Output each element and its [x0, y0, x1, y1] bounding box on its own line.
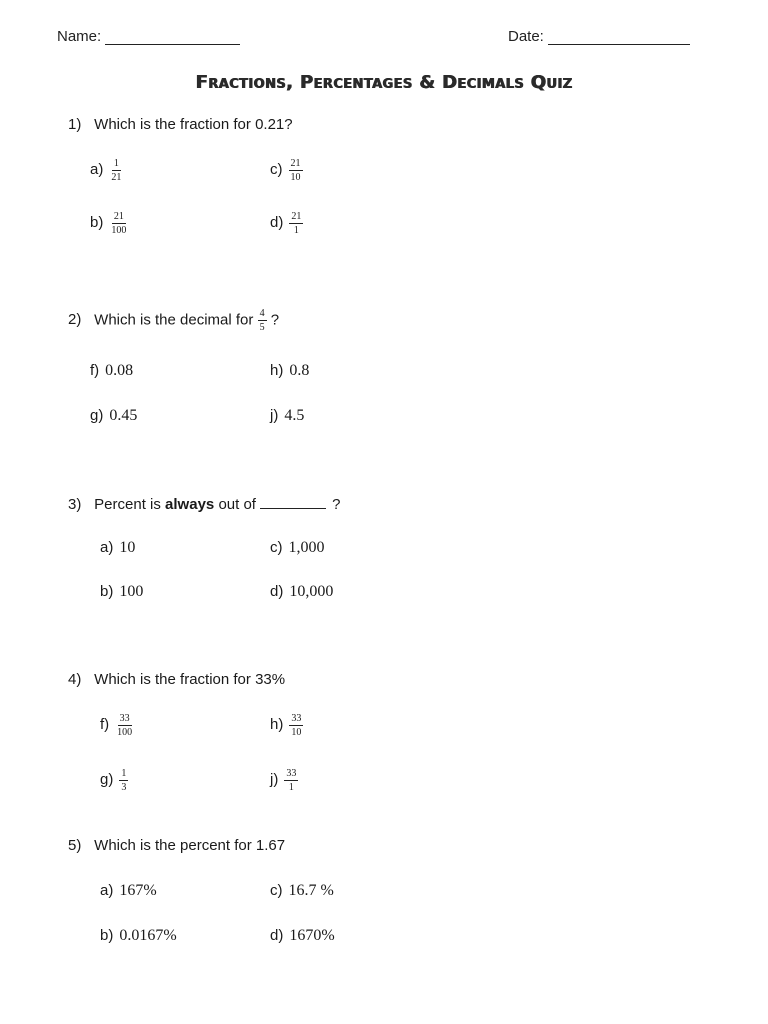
- question-number: 3): [68, 496, 82, 513]
- option-3a[interactable]: [100, 539, 135, 557]
- fraction-numerator: 33: [286, 768, 297, 779]
- option-label: d): [270, 214, 284, 232]
- question-suffix: ?: [332, 496, 341, 513]
- option-value: 1,000: [288, 539, 325, 556]
- fraction-denominator: 3: [121, 782, 127, 793]
- option-1a[interactable]: [90, 158, 123, 183]
- question-1: [68, 116, 293, 133]
- option-3b[interactable]: [100, 583, 143, 601]
- option-4f[interactable]: [100, 713, 134, 738]
- option-label: c): [270, 161, 283, 179]
- option-5b[interactable]: [100, 927, 177, 945]
- fraction-denominator: 10: [290, 172, 301, 183]
- question-number: 4): [68, 671, 82, 688]
- fraction-numerator: 21: [291, 211, 302, 222]
- option-2f[interactable]: [90, 362, 133, 380]
- question-3: [68, 495, 340, 513]
- fraction-denominator: 5: [259, 322, 265, 333]
- option-4g[interactable]: [100, 768, 128, 793]
- option-2g[interactable]: [90, 407, 137, 425]
- option-label: g): [100, 771, 114, 789]
- fraction-numerator: 21: [290, 158, 301, 169]
- question-bold-word: always: [165, 496, 215, 513]
- option-value: 0.08: [105, 362, 134, 379]
- option-label: f): [100, 716, 110, 734]
- question-5: [68, 837, 285, 854]
- fraction-numerator: 4: [259, 308, 265, 319]
- answer-blank-line[interactable]: [260, 495, 326, 509]
- date-blank-line[interactable]: [548, 30, 690, 45]
- option-4j[interactable]: [270, 768, 298, 793]
- option-label: j): [270, 771, 279, 789]
- name-label: Name:: [57, 28, 102, 45]
- question-4: [68, 671, 285, 688]
- fraction: [115, 713, 134, 738]
- option-label: f): [90, 362, 100, 379]
- option-1d[interactable]: [270, 211, 303, 236]
- question-number: 5): [68, 837, 82, 854]
- option-label: g): [90, 407, 104, 424]
- question-text: Which is the percent for 1.67: [94, 837, 286, 854]
- fraction-numerator: 33: [119, 713, 130, 724]
- question-2: [68, 308, 279, 333]
- option-value: 1670%: [289, 927, 335, 944]
- option-value: 0.45: [109, 407, 138, 424]
- fraction-denominator: 1: [288, 782, 294, 793]
- name-field[interactable]: [57, 28, 240, 45]
- option-value: 0.0167%: [119, 927, 177, 944]
- option-label: a): [90, 161, 104, 179]
- option-value: 167%: [119, 882, 157, 899]
- fraction-denominator: 100: [117, 727, 133, 738]
- fraction: [289, 713, 303, 738]
- question-number: 2): [68, 311, 82, 329]
- fraction: [289, 211, 303, 236]
- option-4h[interactable]: [270, 713, 303, 738]
- name-blank-line[interactable]: [105, 30, 240, 45]
- date-label: Date:: [508, 28, 544, 45]
- question-number: 1): [68, 116, 82, 133]
- date-field[interactable]: [508, 28, 690, 45]
- option-label: b): [90, 214, 104, 232]
- option-label: h): [270, 716, 284, 734]
- question-suffix: ?: [270, 311, 280, 329]
- option-2h[interactable]: [270, 362, 309, 380]
- question-text: Which is the decimal for: [94, 311, 254, 329]
- fraction-numerator: 1: [121, 768, 127, 779]
- option-value: 16.7 %: [288, 882, 334, 899]
- option-label: c): [270, 539, 283, 556]
- option-5d[interactable]: [270, 927, 335, 945]
- fraction: [109, 158, 123, 183]
- option-1b[interactable]: [90, 211, 128, 236]
- option-2j[interactable]: [270, 407, 304, 425]
- option-value: 10: [119, 539, 136, 556]
- option-label: d): [270, 583, 284, 600]
- option-label: d): [270, 927, 284, 944]
- option-value: 100: [119, 583, 144, 600]
- option-1c[interactable]: [270, 158, 303, 183]
- option-value: 10,000: [289, 583, 334, 600]
- option-label: h): [270, 362, 284, 379]
- question-text-after: out of: [218, 496, 256, 513]
- fraction: [284, 768, 298, 793]
- option-label: b): [100, 927, 114, 944]
- question-text-before: Percent is: [94, 496, 161, 513]
- quiz-title: Fractions, Percentages & Decimals Quiz: [195, 72, 573, 93]
- fraction-numerator: 1: [113, 158, 119, 169]
- fraction: [258, 308, 267, 333]
- option-3d[interactable]: [270, 583, 333, 601]
- option-label: a): [100, 882, 114, 899]
- fraction-numerator: 21: [113, 211, 124, 222]
- option-5a[interactable]: [100, 882, 157, 900]
- option-value: 4.5: [284, 407, 305, 424]
- question-text: Which is the fraction for 0.21?: [94, 116, 293, 133]
- option-label: a): [100, 539, 114, 556]
- option-label: c): [270, 882, 283, 899]
- option-5c[interactable]: [270, 882, 334, 900]
- fraction: [109, 211, 128, 236]
- fraction-denominator: 21: [111, 172, 122, 183]
- fraction-denominator: 10: [291, 727, 302, 738]
- fraction: [289, 158, 303, 183]
- fraction: [119, 768, 128, 793]
- option-label: j): [270, 407, 279, 424]
- option-value: 0.8: [289, 362, 310, 379]
- option-label: b): [100, 583, 114, 600]
- fraction-denominator: 1: [293, 225, 299, 236]
- question-text: Which is the fraction for 33%: [94, 671, 286, 688]
- option-3c[interactable]: [270, 539, 325, 557]
- fraction-denominator: 100: [111, 225, 127, 236]
- fraction-numerator: 33: [291, 713, 302, 724]
